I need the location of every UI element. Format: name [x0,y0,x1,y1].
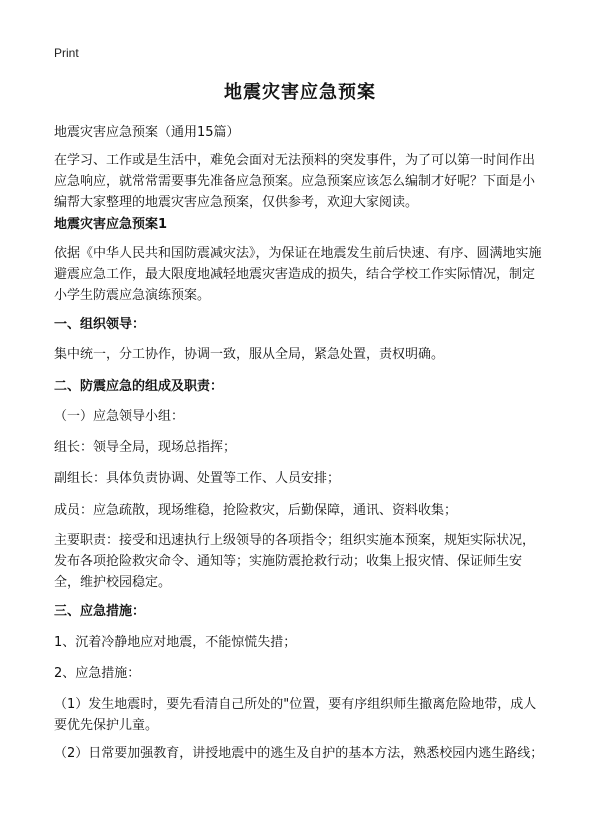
measure-2-2: （2）日常要加强教育，讲授地震中的逃生及自护的基本方法，熟悉校园内逃生路线； [54,746,544,761]
leader-line: 组长：领导全局，现场总指挥； [54,440,237,455]
group-label: （一）应急领导小组： [54,409,185,424]
heading-organization: 一、组织领导： [54,317,146,332]
duties-paragraph: 主要职责：接受和迅速执行上级领导的各项指令；组织实施本预案，规矩实际状况，发布各项抢险救灾命令、通知等；实施防震抢救行动；收集上报灾情、保证师生安全，维护校园稳定。 [54,533,536,590]
heading-composition: 二、防震应急的组成及职责： [54,379,224,394]
basis-paragraph: 依据《中华人民共和国防震减灾法》，为保证在地震发生前后快速、有序、圆满地实施避震应急工作，最大限度地减轻地震灾害造成的损失，结合学校工作实际情况，制定小学生防震应急演练预案。 [54,246,542,303]
measure-2-1: （1）发生地震时，要先看清自己所处的"位置，要有序组织师生撤离危险地带，成人要优先保护儿童。 [54,697,537,733]
organization-text: 集中统一，分工协作，协调一致，服从全局，紧急处置，责权明确。 [54,347,445,362]
vice-leader-line: 副组长：具体负责协调、处置等工作、人员安排； [54,471,341,486]
print-link[interactable]: Print [54,46,79,60]
intro-paragraph: 在学习、工作或是生活中，难免会面对无法预料的突发事件，为了可以第一时间作出应急响应，就常常需要事先准备应急预案。应急预案应该怎么编制才好呢？下面是小编帮大家整理的地震灾害应急预案，仅供参考，欢迎大家阅读。 [54,153,536,210]
page-title: 地震灾害应急预案 [224,82,376,103]
doc-subtitle: 地震灾害应急预案（通用15篇） [54,125,240,140]
measure-1: 1、沉着冷静地应对地震，不能惊慌失措； [54,635,297,650]
section-heading: 地震灾害应急预案1 [54,217,168,232]
members-line: 成员：应急疏散，现场维稳，抢险救灾，后勤保障，通讯、资料收集； [54,503,458,518]
measure-2: 2、应急措施： [54,666,141,681]
heading-measures: 三、应急措施： [54,604,146,619]
